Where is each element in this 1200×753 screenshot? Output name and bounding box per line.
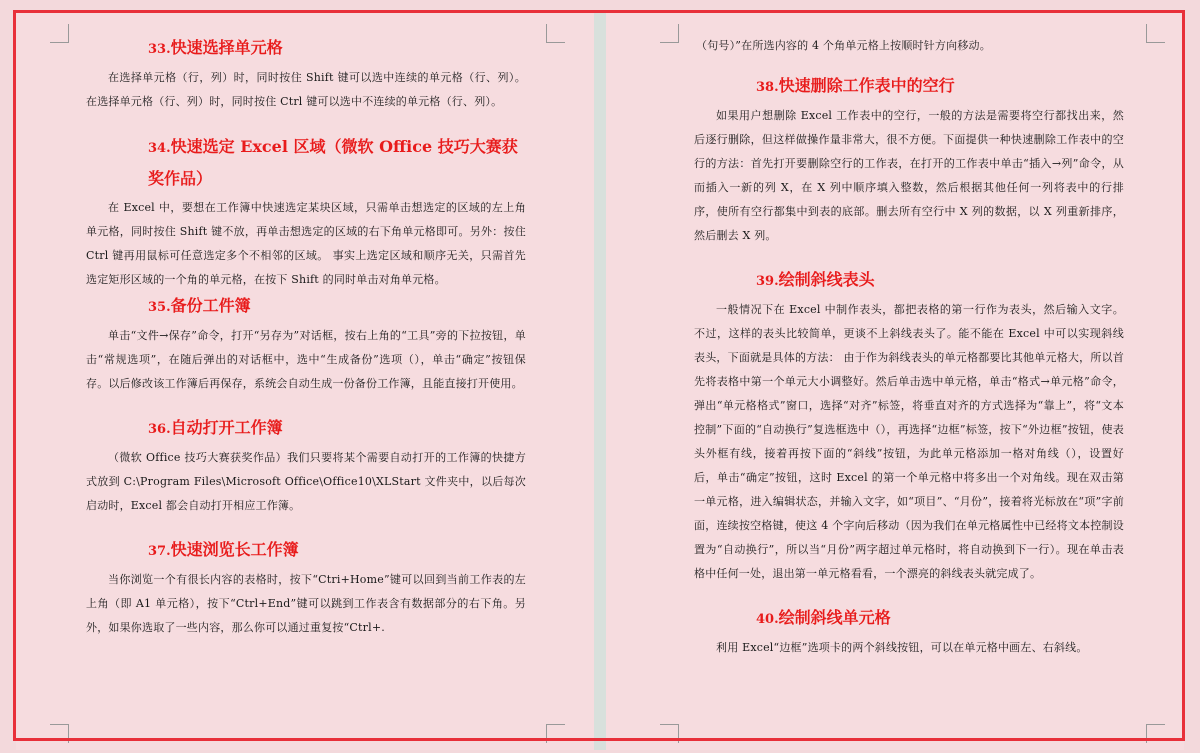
section-heading: 34.快速选定 Excel 区域（微软 Office 技巧大赛获奖作品） (148, 137, 518, 188)
section-text: 利用 Excel“边框”选项卡的两个斜线按钮，可以在单元格中画左、右斜线。 (716, 641, 1088, 654)
section-text: 当你浏览一个有很长内容的表格时，按下“Ctri+Home”键可以回到当前工作表的左上角（即 A1 单元格），按下“Ctrl+End”键可以跳到工作表含有数据部分的右下角。另外，如果你选取了一些内容，那么你可以通过重复按“Ctrl+. (86, 573, 526, 634)
section-text: 单击“文件→保存”命令，打开“另存为”对话框，按右上角的“工具”旁的下拉按钮，单击“常规选项”，在随后弹出的对话框中，选中“生成备份”选项（），单击“确定”按钮保存。以后修改该工作簿后再保存，系统会自动生成一份备份工作簿，且能直接打开使用。 (86, 329, 526, 390)
section-heading: 35.备份工件簿 (148, 296, 251, 315)
section-heading: 40.绘制斜线单元格 (756, 608, 891, 627)
section-text: 一般情况下在 Excel 中制作表头，都把表格的第一行作为表头，然后输入文字。不过，这样的表头比较简单，更谈不上斜线表头了。能不能在 Excel 中可以实现斜线表头，下面就是具体的方法： 由于作为斜线表头的单元格都要比其他单元格大，所以首先将表格中第一个单元大小调整好。然后单击选中单元格，单击“格式→单元格”命令，弹出“单元格格式”窗口，选择“对齐”标签，将垂直对齐的方式选择为“靠上”，将“文本控制”下面的“自动换行”复选框选中（），再选择“边框”标签，按下“外边框”按钮，使表头外框有线，接着再按下面的“斜线”按钮，为此单元格添加一格对角线（），设置好后，单击“确定”按钮，这时 Excel 的第一个单元格中将多出一个对角线。现在双击第一单元格，进入编辑状态，并输入文字，如“项目”、“月份”，接着将光标放在“项”字前面，连续按空格键，使这 4 个字向后移动（因为我们在单元格属性中已经将文本控制设置为“自动换行”，所以当“月份”两字超过单元格时，将自动换到下一行）。现在单击表格中任何一处，退出第一单元格看看，一个漂亮的斜线表头就完成了。 (694, 303, 1124, 580)
section-text: （微软 Office 技巧大赛获奖作品）我们只要将某个需要自动打开的工作簿的快捷方式放到 C:\Program Files\Microsoft Office\Office10\XLStart 文件夹中，以后每次启动时，Excel 都会自动打开相应工作簿。 (86, 451, 526, 512)
highlight-frame (13, 10, 1185, 741)
section-heading: 37.快速浏览长工作簿 (148, 540, 299, 559)
section-heading: 39.绘制斜线表头 (756, 270, 875, 289)
section-heading: 36.自动打开工作簿 (148, 418, 283, 437)
section-text: 在 Excel 中，要想在工作簿中快速选定某块区域，只需单击想选定的区域的左上角单元格，同时按住 Shift 键不放，再单击想选定的区域的右下角单元格即可。另外：按住 Ctrl 键再用鼠标可任意选定多个不相邻的区域。 事实上选定区域和顺序无关，只需首先选定矩形区域的一个角的单元格，在按下 Shift 的同时单击对角单元格。 (86, 201, 526, 286)
section-heading: 38.快速删除工作表中的空行 (756, 76, 955, 95)
section-text: 在选择单元格（行，列）时，同时按住 Shift 键可以选中连续的单元格（行、列）。 在选择单元格（行、列）时，同时按住 Ctrl 键可以选中不连续的单元格（行、列）。 (86, 71, 526, 108)
section-heading: 33.快速选择单元格 (148, 38, 283, 57)
section-text: 如果用户想删除 Excel 工作表中的空行，一般的方法是需要将空行都找出来，然后逐行删除，但这样做操作量非常大，很不方便。下面提供一种快速删除工作表中的空行的方法：首先打开要删除空行的工作表，在打开的工作表中单击“插入→列”命令，从而插入一新的列 X，在 X 列中顺序填入整数，然后根据其他任何一列将表中的行排序，使所有空行都集中到表的底部。删去所有空行中 X 列的数据，以 X 列重新排序，然后删去 X 列。 (694, 109, 1124, 242)
continued-text: （句号）”在所选内容的 4 个角单元格上按顺时针方向移动。 (696, 39, 991, 52)
